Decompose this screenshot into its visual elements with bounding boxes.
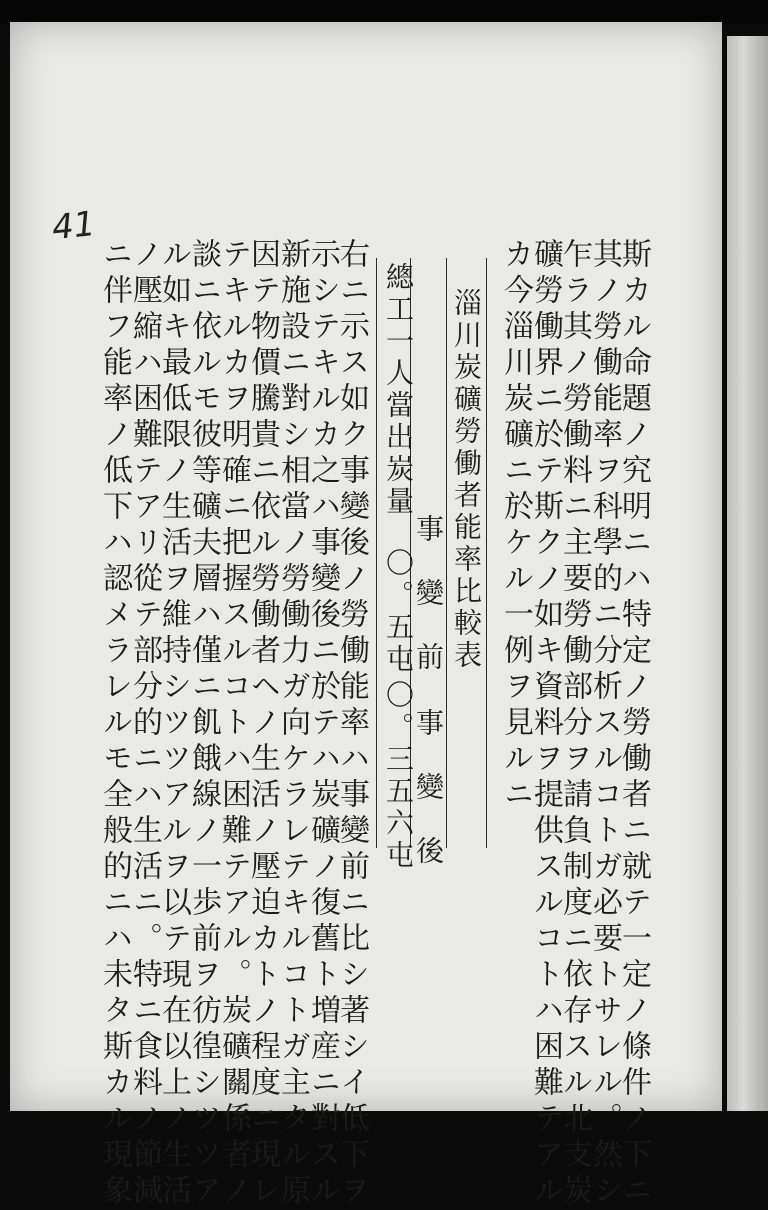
page-number: 41	[50, 203, 98, 249]
table-value-before: 〇。五屯	[382, 548, 415, 676]
table-rule-right	[486, 258, 487, 848]
paragraph-2-line-2: 示シテキルカ之ハ事變後ニ於テハ炭礦ノ復舊ト増産ニ對スル	[305, 238, 340, 1210]
paragraph-2-line-8: ノ壓縮ハ困難テアリ從テ部分的ニハ生活ニ。特ニ食料ノ節減	[127, 238, 162, 1210]
paragraph-2-line-6: 談ニ依ルモ彼等礦夫層ハ僅ニ飢餓線ノ一歩前ヲ彷徨シツツア	[186, 238, 221, 1210]
paragraph-2-line-4: 因テ物價騰貴ニ依ル勞働者ヘノ生活ノ壓迫カトノ程度ニ現レ	[245, 238, 280, 1210]
paragraph-1-line-4: 礦勞働界ニ於テ斯クノ如キ資料ヲ提供スルコトハ困難テアル	[528, 238, 563, 1210]
scan-top-border	[0, 0, 768, 24]
paragraph-2-line-9: ニ伴フ能率ノ低下ハ認メラレルモ全般的ニハ未タ斯カル現象	[97, 238, 132, 1210]
table-value-after: 〇。三五六屯	[382, 680, 415, 872]
table-rule-left	[376, 258, 377, 848]
paragraph-2-line-5: テキルカヲ明確ニ把握スルコトハ困難テアル。炭礦關係者ノ	[216, 238, 251, 1210]
table-header-before: 事 變 前	[412, 514, 445, 674]
paragraph-1-line-3: 乍ラ其ノ勞働料ニ主要勞働部分ヲ請負制度ニ依存スル北支炭	[557, 238, 592, 1210]
paragraph-2-line-3: 新施設ニ對シ相當ノ勞働力ガ向ケラレテキルコトガ主タル原	[275, 238, 310, 1210]
paragraph-1-line-2: 其ノ勞働能率ヲ科學的ニ分析スルコトガ必要トサレル。然シ	[587, 238, 622, 1210]
paragraph-2-line-7: ル如キ最低限ノ生活ヲ維持シツツアルヲ以テ現在以上ノ生活	[156, 238, 191, 1210]
table-row-label: 總工一人當出炭量	[382, 262, 415, 518]
paragraph-1-line-5: カ今淄川炭礦ニ於ケル一例ヲ見ルニ	[498, 238, 533, 814]
table-header-after: 事 變 後	[412, 708, 445, 868]
paragraph-1-line-1: 斯カル命題ノ究明ニハ特定ノ勞働者ニ就テ一定ノ條件ノ下ニ	[616, 238, 651, 1210]
next-page-edge	[727, 36, 768, 1111]
table-rule-header	[446, 258, 447, 848]
table-title: 淄川炭礦勞働者能率比較表	[450, 288, 483, 672]
paragraph-2-line-1: 右ニ示ス如ク事變後ノ勞働能率ハ事變前ニ比シ著シイ低下ヲ	[334, 238, 369, 1210]
